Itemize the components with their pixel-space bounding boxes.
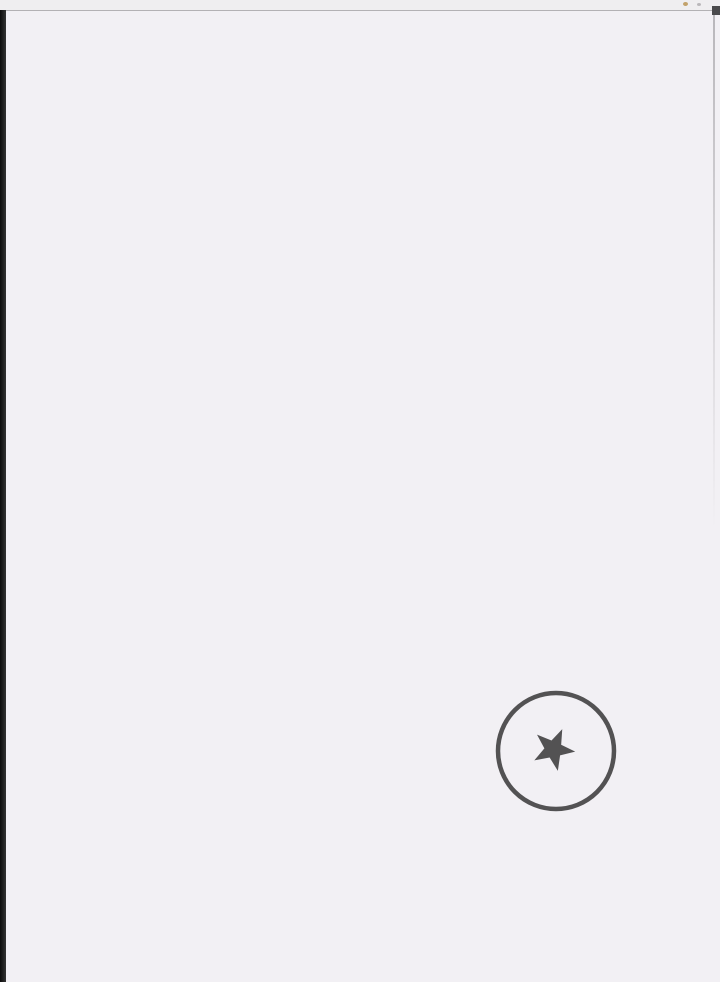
approval-date-line	[413, 751, 417, 767]
scan-right-edge	[713, 10, 715, 530]
scan-top-edge	[0, 0, 720, 11]
scan-bottom-edge	[0, 982, 720, 998]
scan-left-edge	[0, 10, 6, 982]
valid-until-line	[413, 777, 417, 793]
cert-number-line	[148, 205, 175, 223]
approval-dept-line	[150, 751, 154, 767]
scan-corner-mark	[712, 6, 720, 15]
scan-speck	[697, 3, 701, 6]
official-stamp-seal	[481, 676, 631, 826]
scan-speck	[683, 2, 688, 6]
star-icon	[530, 724, 580, 774]
